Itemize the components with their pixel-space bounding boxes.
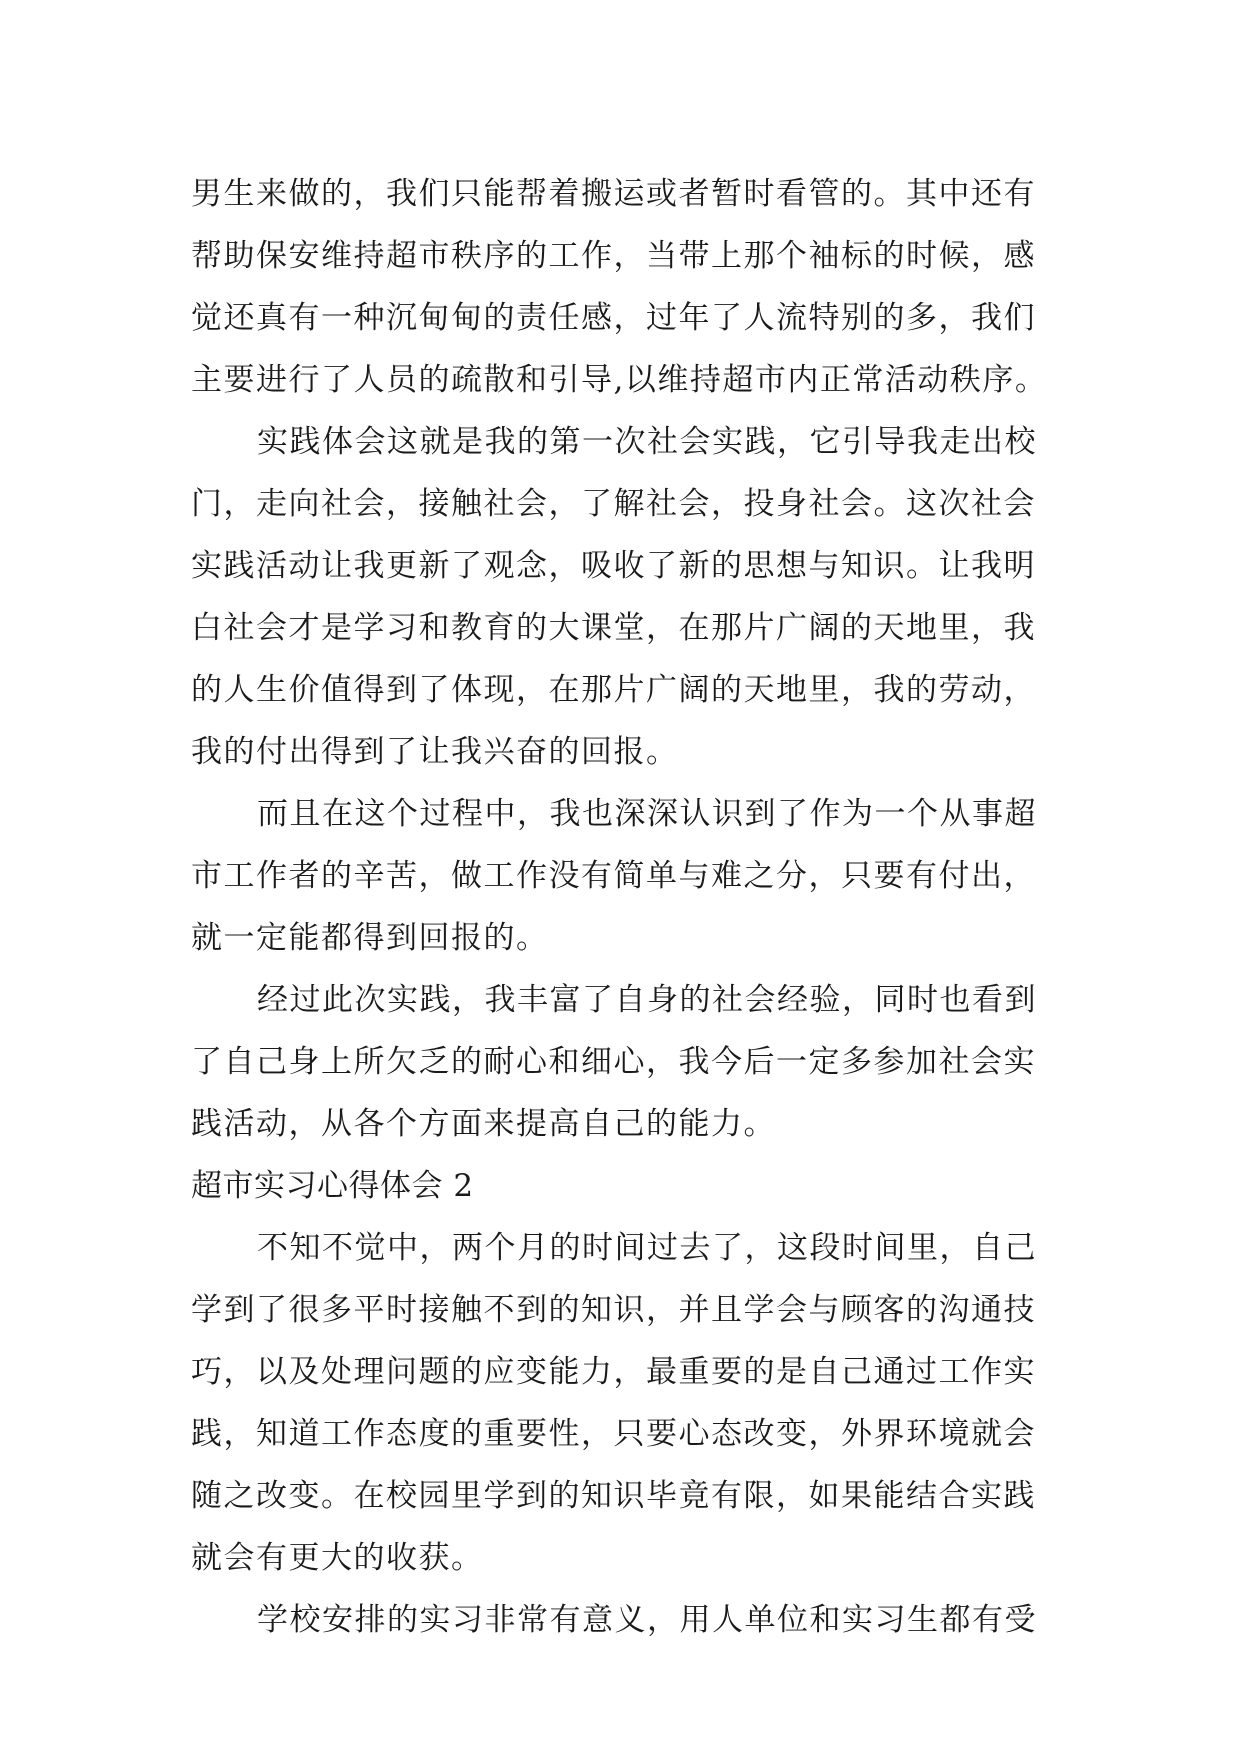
paragraph-first-line: 实践体会这就是我的第一次社会实践，它引导我走出校 xyxy=(257,424,1037,460)
paragraph-first-line: 而且在这个过程中，我也深深认识到了作为一个从事超 xyxy=(257,796,1037,832)
text-line: 帮助保安维持超市秩序的工作，当带上那个袖标的时候，感 xyxy=(191,238,1036,274)
text-line: 觉还真有一种沉甸甸的责任感，过年了人流特别的多，我们 xyxy=(191,300,1036,336)
text-line: 的人生价值得到了体现，在那片广阔的天地里，我的劳动， xyxy=(191,672,1036,708)
text-line: 践活动，从各个方面来提高自己的能力。 xyxy=(191,1106,776,1142)
text-line: 随之改变。在校园里学到的知识毕竟有限，如果能结合实践 xyxy=(191,1478,1036,1514)
section-heading: 超市实习心得体会 2 xyxy=(191,1168,474,1204)
text-line: 了自己身上所欠乏的耐心和细心，我今后一定多参加社会实 xyxy=(191,1044,1036,1080)
text-line: 白社会才是学习和教育的大课堂，在那片广阔的天地里，我 xyxy=(191,610,1036,646)
text-line: 主要进行了人员的疏散和引导,以维持超市内正常活动秩序。 xyxy=(191,362,1048,398)
document-body xyxy=(191,163,1053,1651)
paragraph-first-line: 经过此次实践，我丰富了自身的社会经验，同时也看到 xyxy=(257,982,1037,1018)
paragraph-first-line: 学校安排的实习非常有意义，用人单位和实习生都有受 xyxy=(257,1602,1037,1638)
text-line: 学到了很多平时接触不到的知识，并且学会与顾客的沟通技 xyxy=(191,1292,1036,1328)
text-line: 就会有更大的收获。 xyxy=(191,1540,484,1576)
text-line: 市工作者的辛苦，做工作没有简单与难之分，只要有付出， xyxy=(191,858,1036,894)
paragraph-first-line: 不知不觉中，两个月的时间过去了，这段时间里，自己 xyxy=(257,1230,1037,1266)
text-line: 我的付出得到了让我兴奋的回报。 xyxy=(191,734,679,770)
text-line: 巧，以及处理问题的应变能力，最重要的是自己通过工作实 xyxy=(191,1354,1036,1390)
text-line: 门，走向社会，接触社会，了解社会，投身社会。这次社会 xyxy=(191,486,1036,522)
text-line: 就一定能都得到回报的。 xyxy=(191,920,549,956)
text-line: 实践活动让我更新了观念，吸收了新的思想与知识。让我明 xyxy=(191,548,1036,584)
text-line: 践，知道工作态度的重要性，只要心态改变，外界环境就会 xyxy=(191,1416,1036,1452)
text-line: 男生来做的，我们只能帮着搬运或者暂时看管的。其中还有 xyxy=(191,176,1036,212)
